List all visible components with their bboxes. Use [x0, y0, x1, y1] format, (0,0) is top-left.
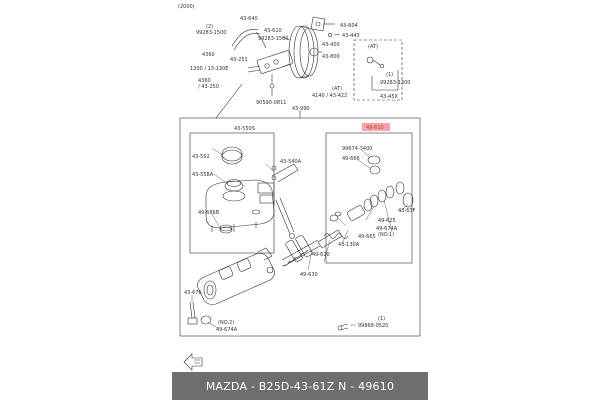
label-49625: 49-625: [378, 218, 396, 224]
label-4360-a: 4360: [202, 52, 215, 58]
label-43251: 43-251: [230, 57, 248, 63]
label-43443: 43-443: [342, 33, 360, 39]
label-43-45x: 43-45X: [380, 94, 398, 100]
label-49674a-right: 49-674A: [376, 226, 398, 232]
left-margin: [0, 0, 172, 400]
top-right-small-parts: [311, 17, 340, 37]
reservoir-bracket: [272, 164, 298, 239]
label-90590: 90590-0811: [256, 100, 287, 106]
label-no2: (NO.2): [218, 320, 235, 326]
label-at: (AT): [368, 44, 378, 50]
label-99283-1500: 99283-1500: [196, 30, 227, 36]
at-inset: [354, 40, 402, 100]
label-49686b: 49-686B: [198, 210, 220, 216]
reservoir-cap: [222, 147, 242, 164]
label-no1: (NO.1): [378, 232, 395, 238]
label-43990: 43-990: [292, 106, 310, 112]
primary-piston-assembly: [282, 230, 342, 266]
front-direction-arrow-icon: [184, 354, 202, 370]
label-43610-top: 43-610: [264, 28, 282, 34]
label-43676: 43-676: [184, 290, 202, 296]
kit-seal-rings: [368, 156, 413, 207]
right-margin: [428, 0, 600, 400]
label-43400: 43-400: [322, 42, 340, 48]
label-43604: 43-604: [340, 23, 358, 29]
header-code: (2000): [178, 4, 195, 10]
caption-text: MAZDA - B25D-43-61Z N - 49610: [205, 379, 395, 393]
label-43800: 43-800: [322, 54, 340, 60]
label-43130a: 43-130A: [338, 242, 360, 248]
label-43540a: 43-540A: [280, 159, 302, 165]
label-1300: 1300 / 13-130E: [190, 66, 229, 72]
label-99868-0520: 99868-0520: [358, 323, 389, 329]
label-99283-1300: 99283-1300: [380, 80, 411, 86]
label-99868-qty: (1): [378, 316, 386, 322]
label-43640: 43-640: [240, 16, 258, 22]
label-4140: 4140 / 43-422: [312, 93, 348, 99]
label-49674a-left: 49-674A: [216, 327, 238, 333]
label-49665: 49-665: [358, 234, 376, 240]
label-49630: 49-630: [300, 272, 318, 278]
label-99283-1500-qty: (2): [206, 24, 214, 30]
label-43550s: 43-550S: [234, 126, 255, 132]
master-cylinder-body: [198, 248, 275, 305]
label-43631: 43-63F: [398, 208, 416, 214]
parts-diagram: [172, 0, 428, 372]
label-at-small: (AT): [332, 86, 342, 92]
label-43250: / 43-250: [198, 84, 219, 90]
mounting-bolt-left: [188, 302, 197, 324]
label-99283-1500-b: 99283-1500: [258, 36, 289, 42]
stop-washer: [330, 212, 341, 221]
label-49620: 49-620: [312, 252, 330, 258]
secondary-piston: [347, 182, 404, 221]
label-4360-b: 4360: [198, 78, 211, 84]
label-99674-3400: 99674-3400: [342, 146, 373, 152]
label-49610-part: 49-610: [366, 125, 384, 131]
brake-booster: [282, 26, 322, 78]
stop-screw: [338, 324, 348, 330]
reservoir-grommets: [220, 210, 260, 233]
reservoir-body: [206, 180, 274, 232]
label-43558a: 43-558A: [192, 172, 214, 178]
label-99283-1300-qty: (1): [386, 72, 394, 78]
label-43552: 43-552: [192, 154, 210, 160]
caption-bar: [172, 372, 428, 400]
label-49666: 49-666: [342, 156, 360, 162]
